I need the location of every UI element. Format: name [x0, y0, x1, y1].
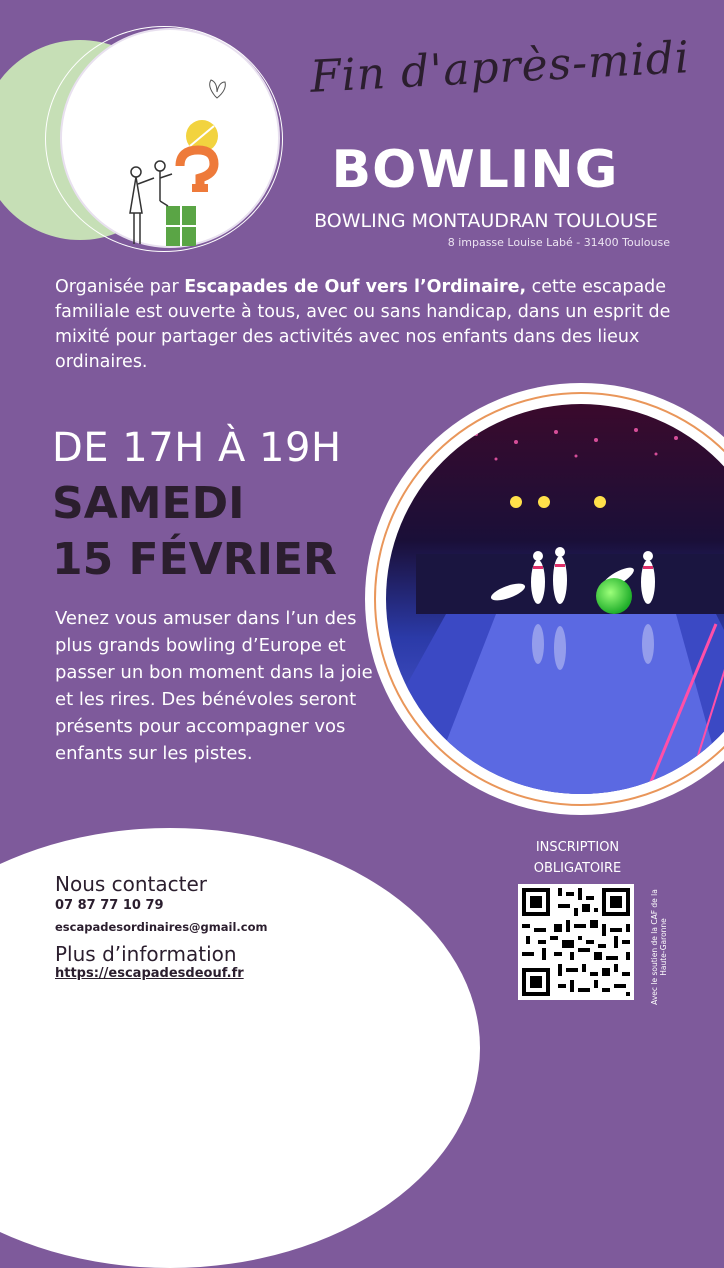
intro-suffix: cette escapade familiale est ouverte à tous, avec ou sans handicap, dans un esprit de mixité pour partager des activités avec nos enfants dans des lieux ordinaires. [55, 277, 671, 372]
intro-prefix: Organisée par [55, 277, 185, 297]
website-link[interactable]: https://escapadesdeouf.fr [55, 966, 244, 981]
inscription-line1: INSCRIPTION [535, 840, 620, 855]
event-description: Venez vous amuser dans l’un des plus grands bowling d’Europe et passer un bon moment dans la joie et les rires. Des bénévoles seront présents pour accompagner vos enfants sur les pistes. [55, 608, 373, 764]
qr-code[interactable] [518, 884, 634, 1000]
caf-note-text: Avec le soutien de la CAF de la Haute-Garonne [650, 889, 668, 1005]
event-day: SAMEDI [52, 478, 245, 529]
venue-name: BOWLING MONTAUDRAN TOULOUSE [314, 210, 658, 232]
association-logo [0, 28, 290, 258]
event-date: 15 FÉVRIER [52, 534, 337, 585]
intro-paragraph [55, 275, 675, 375]
qr-code-icon [518, 884, 634, 1000]
venue-address: 8 impasse Louise Labé - 31400 Toulouse [447, 236, 670, 249]
logo-figures-icon [120, 56, 240, 246]
info-heading: Plus d’information [55, 942, 237, 966]
organisation-name: Escapades de Ouf vers l’Ordinaire, [184, 277, 527, 297]
contact-email[interactable]: escapadesordinaires@gmail.com [55, 920, 268, 934]
inscription-label [515, 837, 640, 879]
page-title: BOWLING [331, 140, 619, 200]
contact-phone[interactable]: 07 87 77 10 79 [55, 898, 164, 913]
contact-heading: Nous contacter [55, 872, 208, 896]
event-time: DE 17H À 19H [52, 425, 342, 471]
inscription-line2: OBLIGATOIRE [533, 861, 622, 876]
caf-note [644, 886, 674, 1005]
script-title: Fin d'après-midi [308, 32, 692, 103]
